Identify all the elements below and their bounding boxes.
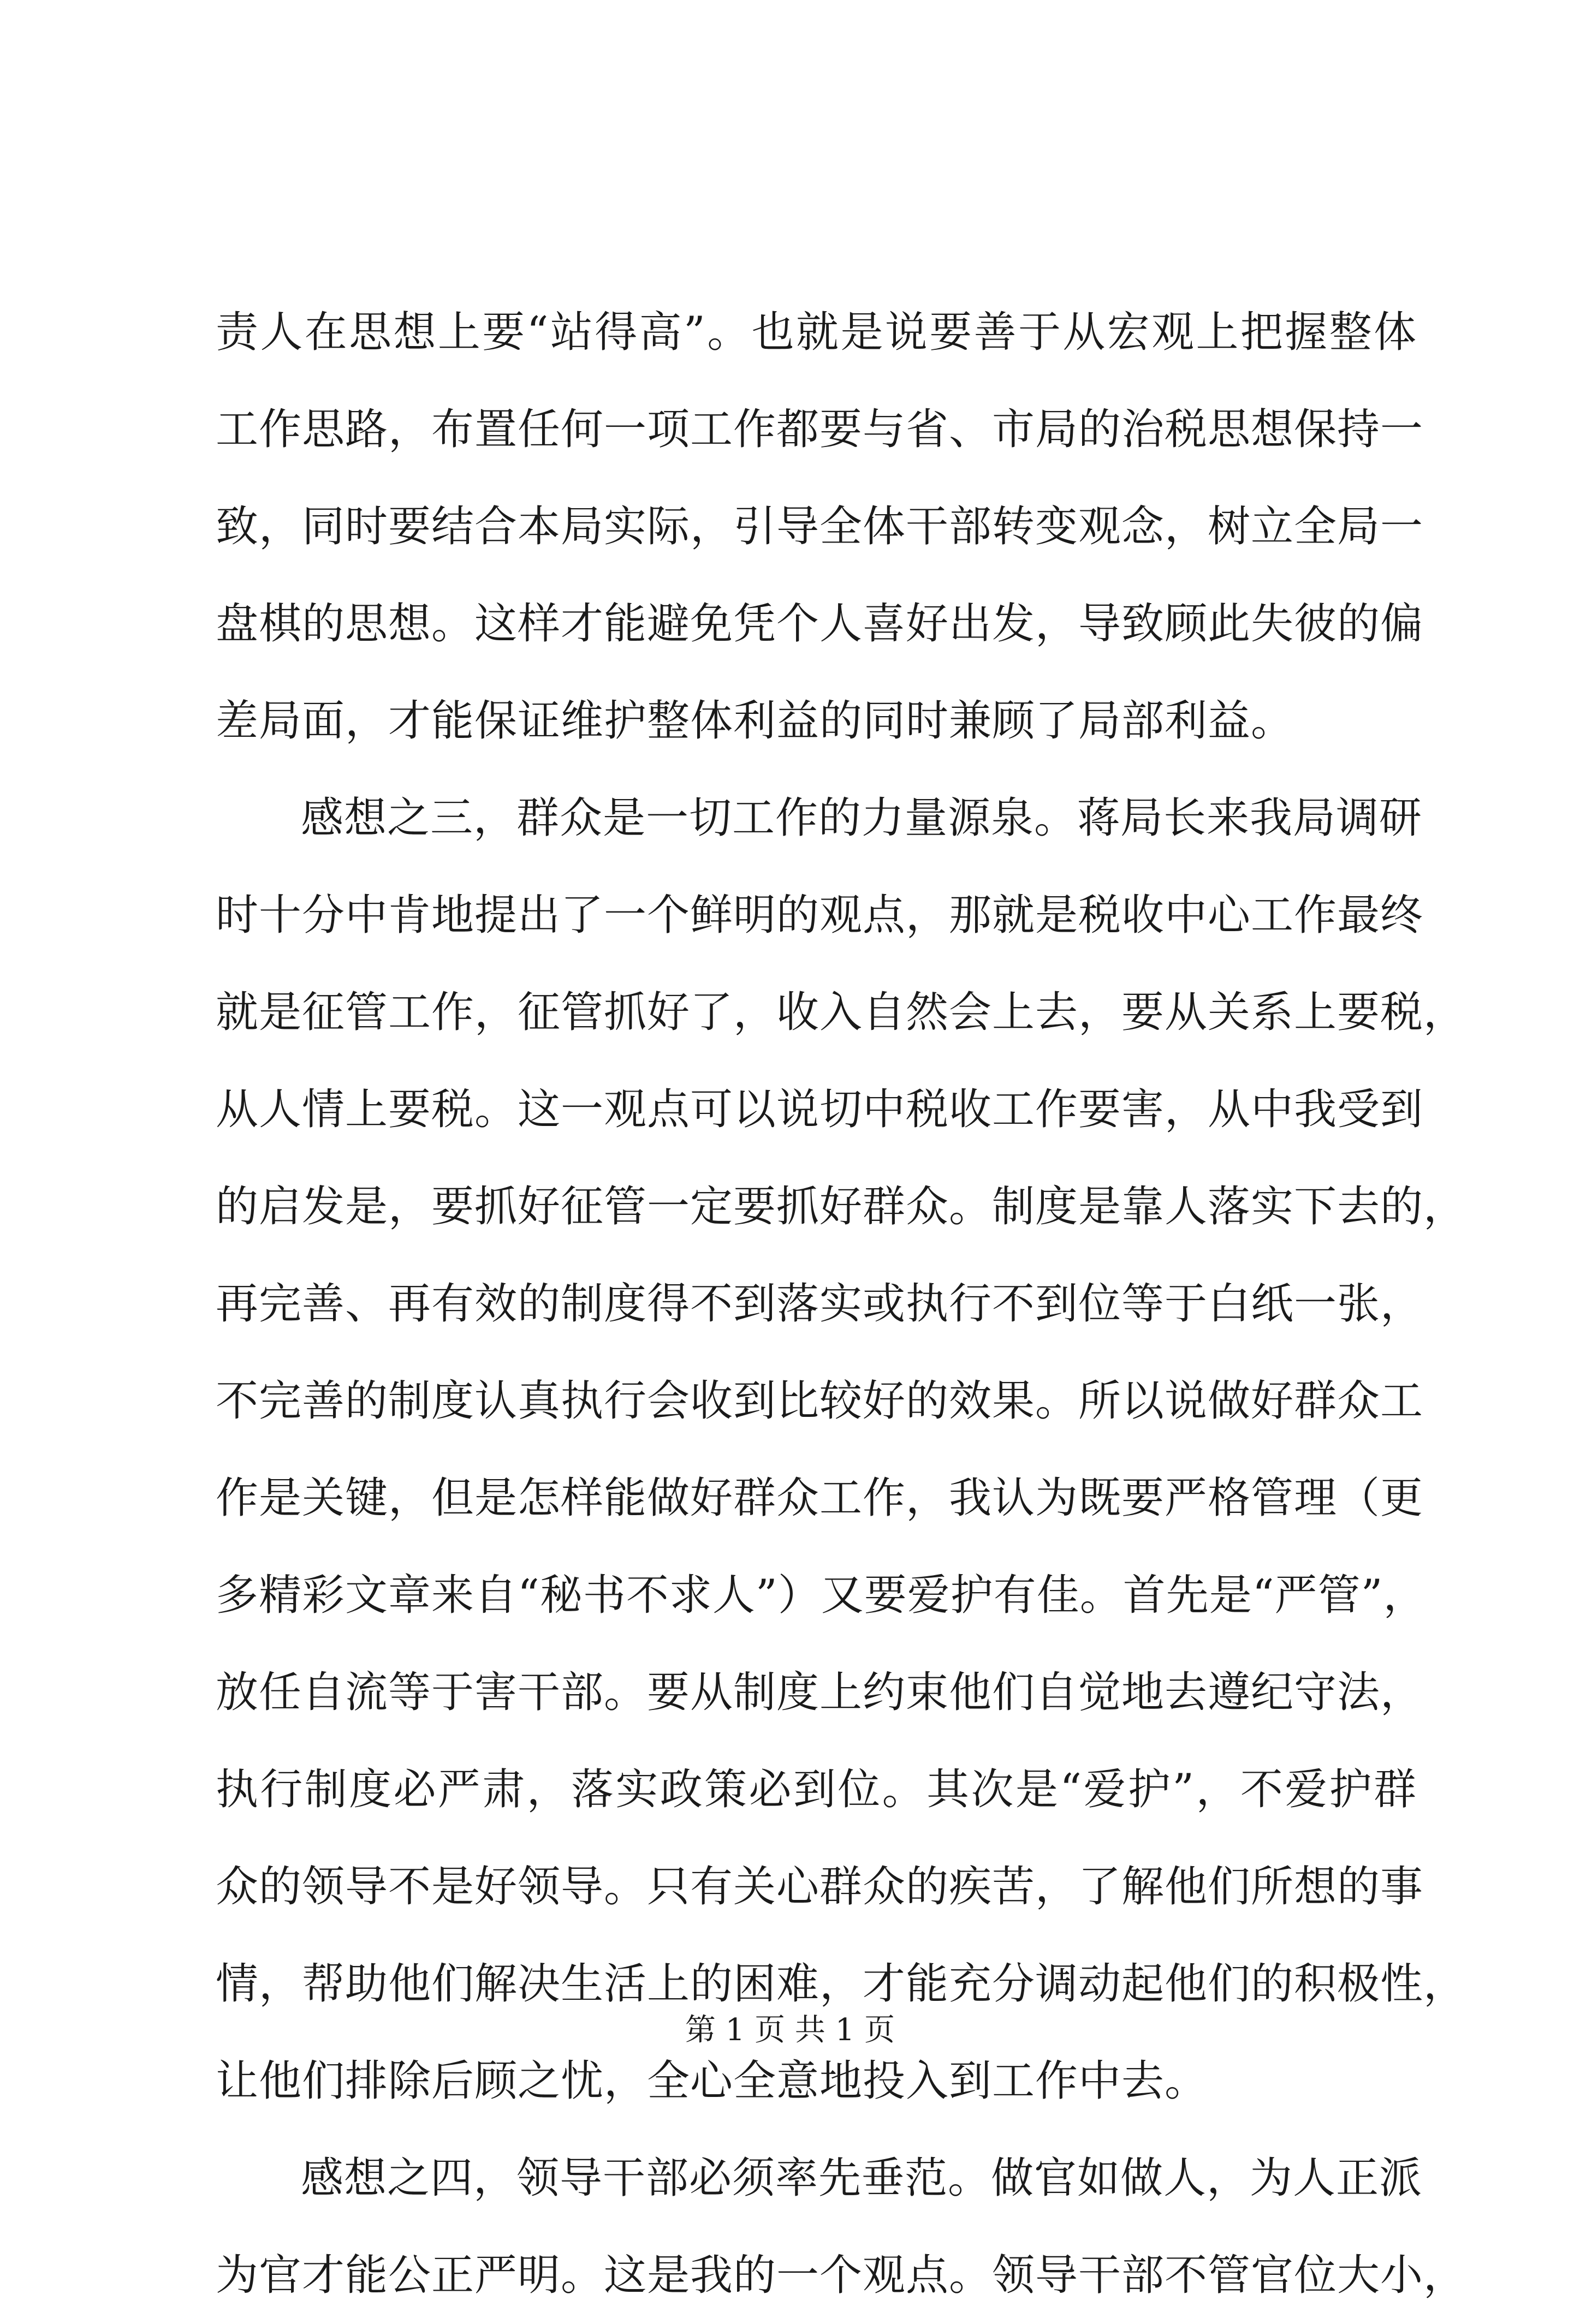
text-line: 责人在思想上要“站得高”。也就是说要善于从宏观上把握整体 <box>216 308 1417 357</box>
text-line: 多精彩文章来自“秘书不求人”）又要爱护有佳。首先是“严管”， <box>216 1571 1427 1620</box>
text-line: 让他们排除后顾之忧，全心全意地投入到工作中去。 <box>216 2057 1208 2106</box>
text-line: 致，同时要结合本局实际，引导全体干部转变观念，树立全局一 <box>216 502 1424 551</box>
text-line: 就是征管工作，征管抓好了，收入自然会上去，要从关系上要税， <box>216 988 1467 1037</box>
text-line: 的启发是，要抓好征管一定要抓好群众。制度是靠人落实下去的， <box>216 1182 1467 1231</box>
text-line: 众的领导不是好领导。只有关心群众的疾苦，了解他们所想的事 <box>216 1862 1424 1911</box>
text-line: 时十分中肯地提出了一个鲜明的观点，那就是税收中心工作最终 <box>216 891 1424 940</box>
paragraph-start-line: 感想之四，领导干部必须率先垂范。做官如做人，为人正派 <box>301 2154 1423 2203</box>
text-line: 不完善的制度认真执行会收到比较好的效果。所以说做好群众工 <box>216 1376 1424 1426</box>
text-line: 从人情上要税。这一观点可以说切中税收工作要害，从中我受到 <box>216 1085 1424 1134</box>
text-line: 为官才能公正严明。这是我的一个观点。领导干部不管官位大小， <box>216 2251 1467 2300</box>
text-line: 工作思路，布置任何一项工作都要与省、市局的治税思想保持一 <box>216 405 1424 454</box>
page-footer: 第 1 页 共 1 页 <box>685 2012 895 2048</box>
text-line: 差局面，才能保证维护整体利益的同时兼顾了局部利益。 <box>216 696 1294 746</box>
text-line: 再完善、再有效的制度得不到落实或执行不到位等于白纸一张， <box>216 1279 1424 1328</box>
text-line: 执行制度必严肃，落实政策必到位。其次是“爱护”，不爱护群 <box>216 1765 1417 1814</box>
text-line: 盘棋的思想。这样才能避免凭个人喜好出发，导致顾此失彼的偏 <box>216 599 1424 648</box>
text-line: 作是关键，但是怎样能做好群众工作，我认为既要严格管理（更 <box>216 1474 1424 1523</box>
text-line: 放任自流等于害干部。要从制度上约束他们自觉地去遵纪守法， <box>216 1668 1424 1717</box>
text-line: 情，帮助他们解决生活上的困难，才能充分调动起他们的积极性， <box>216 1959 1467 2009</box>
paragraph-start-line: 感想之三，群众是一切工作的力量源泉。蒋局长来我局调研 <box>301 794 1423 843</box>
